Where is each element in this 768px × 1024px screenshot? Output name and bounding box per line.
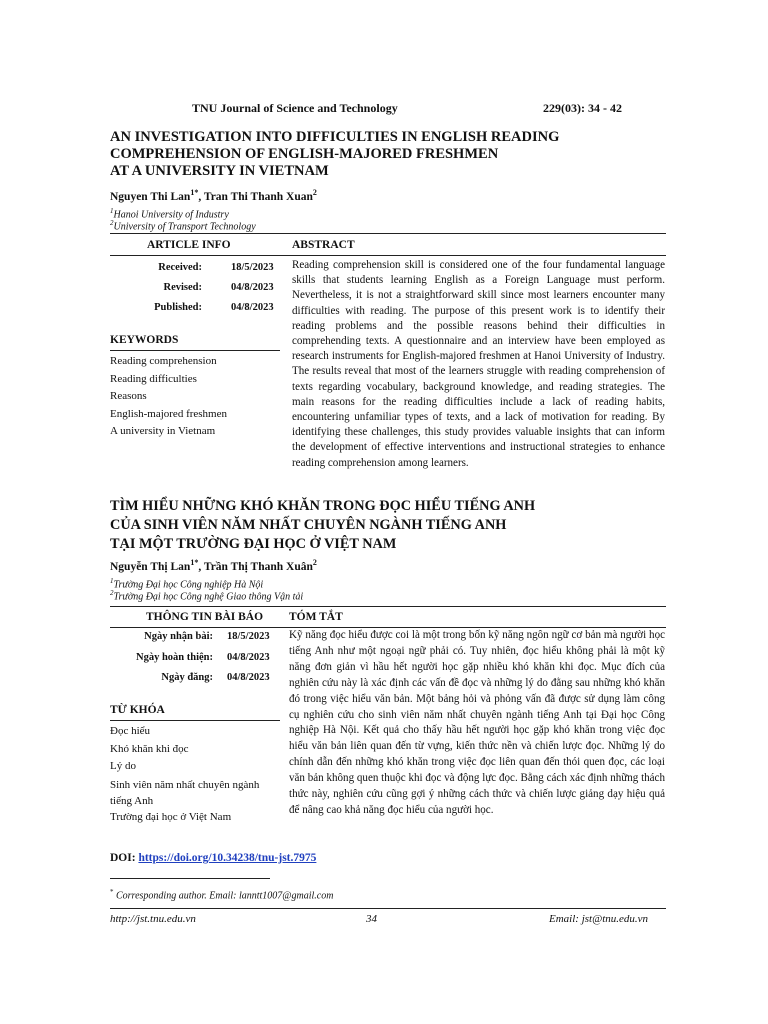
keywords-list-en <box>110 353 280 441</box>
date-value: 04/8/2023 <box>227 652 270 663</box>
title-vn-line-1: TÌM HIỂU NHỮNG KHÓ KHĂN TRONG ĐỌC HIỂU TIẾNG ANH <box>110 498 536 514</box>
aff-1-text: Trường Đại học Công nghiệp Hà Nội <box>113 579 264 591</box>
title-en-line-1: AN INVESTIGATION INTO DIFFICULTIES IN ENGLISH READING <box>110 129 560 145</box>
date-value: 04/8/2023 <box>231 302 274 313</box>
author-1-sup: 1* <box>190 188 199 197</box>
aff-1-text: Hanoi University of Industry <box>113 209 229 221</box>
date-value: 18/5/2023 <box>227 631 270 642</box>
footnote <box>110 888 333 901</box>
title-vn-line-2: CỦA SINH VIÊN NĂM NHẤT CHUYÊN NGÀNH TIẾNG ANH <box>110 517 507 533</box>
keyword-item: Trường đại học ở Việt Nam <box>110 811 232 824</box>
footer-rule <box>110 908 666 909</box>
author-2-name: Tran Thi Thanh Xuan <box>203 190 313 203</box>
aff-2-text: University of Transport Technology <box>113 221 256 233</box>
abstract-text-en: Reading comprehension skill is considered one of the four fundamental language skills that students learning English as a Foreign Language must perform. Nevertheless, it is not a straightforward skill since most learners encounter many difficulties with reading. The purpose of this present work is to identify their reading problems and the possible reasons behind their difficulties in comprehending texts. A questionnaire and an interview have been employed as research instruments for English-majored freshmen at Hanoi University of Industry. The results reveal that most of the learners struggle with reading comprehension of texts regarding vocabulary, background knowledge, and reading strategies. The main reasons for the reading difficulties include a lack of reading habits, encountering unfamiliar types of texts, and a lack of motivation for reading. By identifying these challenges, this study provides valuable insights that can inform the development of effective interventions and instructional strategies to enhance reading comprehension among learners. <box>292 259 665 469</box>
aff-1-sup: 1 <box>110 577 114 585</box>
divider-top-vn <box>110 606 666 607</box>
date-label: Revised: <box>163 282 202 293</box>
journal-name: TNU Journal of Science and Technology <box>192 101 398 115</box>
keyword-item: Khó khăn khi đọc <box>110 742 189 755</box>
affiliation-2-vn <box>110 587 303 603</box>
author-1-sup: 1* <box>190 558 199 567</box>
page-number: 34 <box>366 913 377 925</box>
aff-2-sup: 2 <box>110 589 114 597</box>
authors-vn <box>110 558 317 573</box>
keyword-item: Reading difficulties <box>110 372 197 385</box>
author-2-sup: 2 <box>312 188 317 197</box>
keyword-item: Đọc hiểu <box>110 725 151 737</box>
footnote-rule <box>110 878 270 879</box>
footnote-mark: * <box>110 888 114 896</box>
author-1-name: Nguyen Thi Lan <box>110 190 191 203</box>
footer-email: Email: jst@tnu.edu.vn <box>549 913 649 925</box>
date-label: Ngày hoàn thiện: <box>135 652 213 663</box>
aff-2-text: Trường Đại học Công nghệ Giao thông Vận tải <box>113 591 304 603</box>
date-label: Ngày nhận bài: <box>144 631 213 642</box>
issue-pages: 229(03): 34 - 42 <box>543 101 622 115</box>
doi-label: DOI: <box>110 852 139 864</box>
article-info-heading-en: ARTICLE INFO <box>147 239 231 251</box>
divider-mid-en <box>110 255 666 256</box>
doi-line <box>110 852 316 864</box>
author-2-name: Trần Thị Thanh Xuân <box>203 560 313 573</box>
aff-1-sup: 1 <box>110 207 114 215</box>
abstract-heading-en: ABSTRACT <box>292 239 355 251</box>
keyword-item: English-majored freshmen <box>110 407 227 420</box>
title-vn-line-3: TẠI MỘT TRƯỜNG ĐẠI HỌC Ở VIỆT NAM <box>110 536 397 552</box>
abstract-heading-vn: TÓM TẮT <box>289 611 343 623</box>
keywords-divider-vn <box>110 720 280 721</box>
footer-website: http://jst.tnu.edu.vn <box>110 913 196 925</box>
title-en-line-2: COMPREHENSION OF ENGLISH-MAJORED FRESHMEN <box>110 146 499 162</box>
aff-2-sup: 2 <box>110 219 114 227</box>
keyword-item: Sinh viên năm nhất chuyên ngành tiếng Anh <box>110 779 260 808</box>
keywords-heading-vn: TỪ KHÓA <box>110 704 165 716</box>
date-label: Published: <box>154 302 202 313</box>
author-separator: , <box>198 560 204 573</box>
date-value: 04/8/2023 <box>227 672 270 683</box>
date-value: 18/5/2023 <box>231 262 274 273</box>
date-value: 04/8/2023 <box>231 282 274 293</box>
author-separator: , <box>198 190 204 203</box>
keywords-heading-en: KEYWORDS <box>110 334 179 346</box>
keyword-item: A university in Vietnam <box>110 425 216 438</box>
author-2-sup: 2 <box>312 558 317 567</box>
divider-top-en <box>110 233 666 234</box>
doi-link[interactable]: https://doi.org/10.34238/tnu-jst.7975 <box>138 852 317 864</box>
authors-en <box>110 188 317 203</box>
keywords-divider-en <box>110 350 280 351</box>
keyword-item: Reading comprehension <box>110 355 217 367</box>
date-label: Received: <box>158 262 202 273</box>
author-1-name: Nguyễn Thị Lan <box>110 560 191 573</box>
keyword-item: Lý do <box>110 760 136 773</box>
keyword-item: Reasons <box>110 390 147 403</box>
article-info-heading-vn: THÔNG TIN BÀI BÁO <box>146 611 264 623</box>
article-title-vn <box>110 497 670 554</box>
abstract-text-vn: Kỹ năng đọc hiểu được coi là một trong bốn kỹ năng ngôn ngữ cơ bản mà người học tiếng Anh như một ngoại ngữ phải có. Tuy nhiên, đọc hiểu không phải là một kỹ năng đơn giản vì hầu hết người học gặp nhiều khó khăn khi đọc. Mục đích của nghiên cứu này là xác định các vấn đề đọc và những lý do đằng sau những khó khăn đó trong việc hiểu văn bản. Một bảng hỏi và phỏng vấn đã được sử dụng làm công cụ nghiên cứu cho sinh viên năm nhất chuyên ngành tiếng Anh tại Đại học Công nghiệp Hà Nội. Kết quả cho thấy hầu hết người học gặp khó khăn trong việc đọc hiểu văn bản liên quan đến từ vựng, kiến thức nền và chiến lược đọc. Những lý do chính dẫn đến những khó khăn trong việc đọc liên quan đến thói quen đọc, các loại văn bản không quen thuộc khi đọc và động lực đọc. Bằng cách xác định những thách thức này, nghiên cứu cũng gợi ý những cách thức và chiến lược giảng dạy hiệu quả để nâng cao khả năng đọc hiểu của người học. <box>289 629 665 816</box>
keywords-list-vn <box>110 723 270 827</box>
title-en-line-3: AT A UNIVERSITY IN VIETNAM <box>110 163 329 179</box>
affiliation-2-en <box>110 217 256 233</box>
footnote-text: Corresponding author. Email: lanntt1007@gmail.com <box>113 890 334 902</box>
date-label: Ngày đăng: <box>161 672 213 683</box>
article-title-en <box>110 129 670 180</box>
